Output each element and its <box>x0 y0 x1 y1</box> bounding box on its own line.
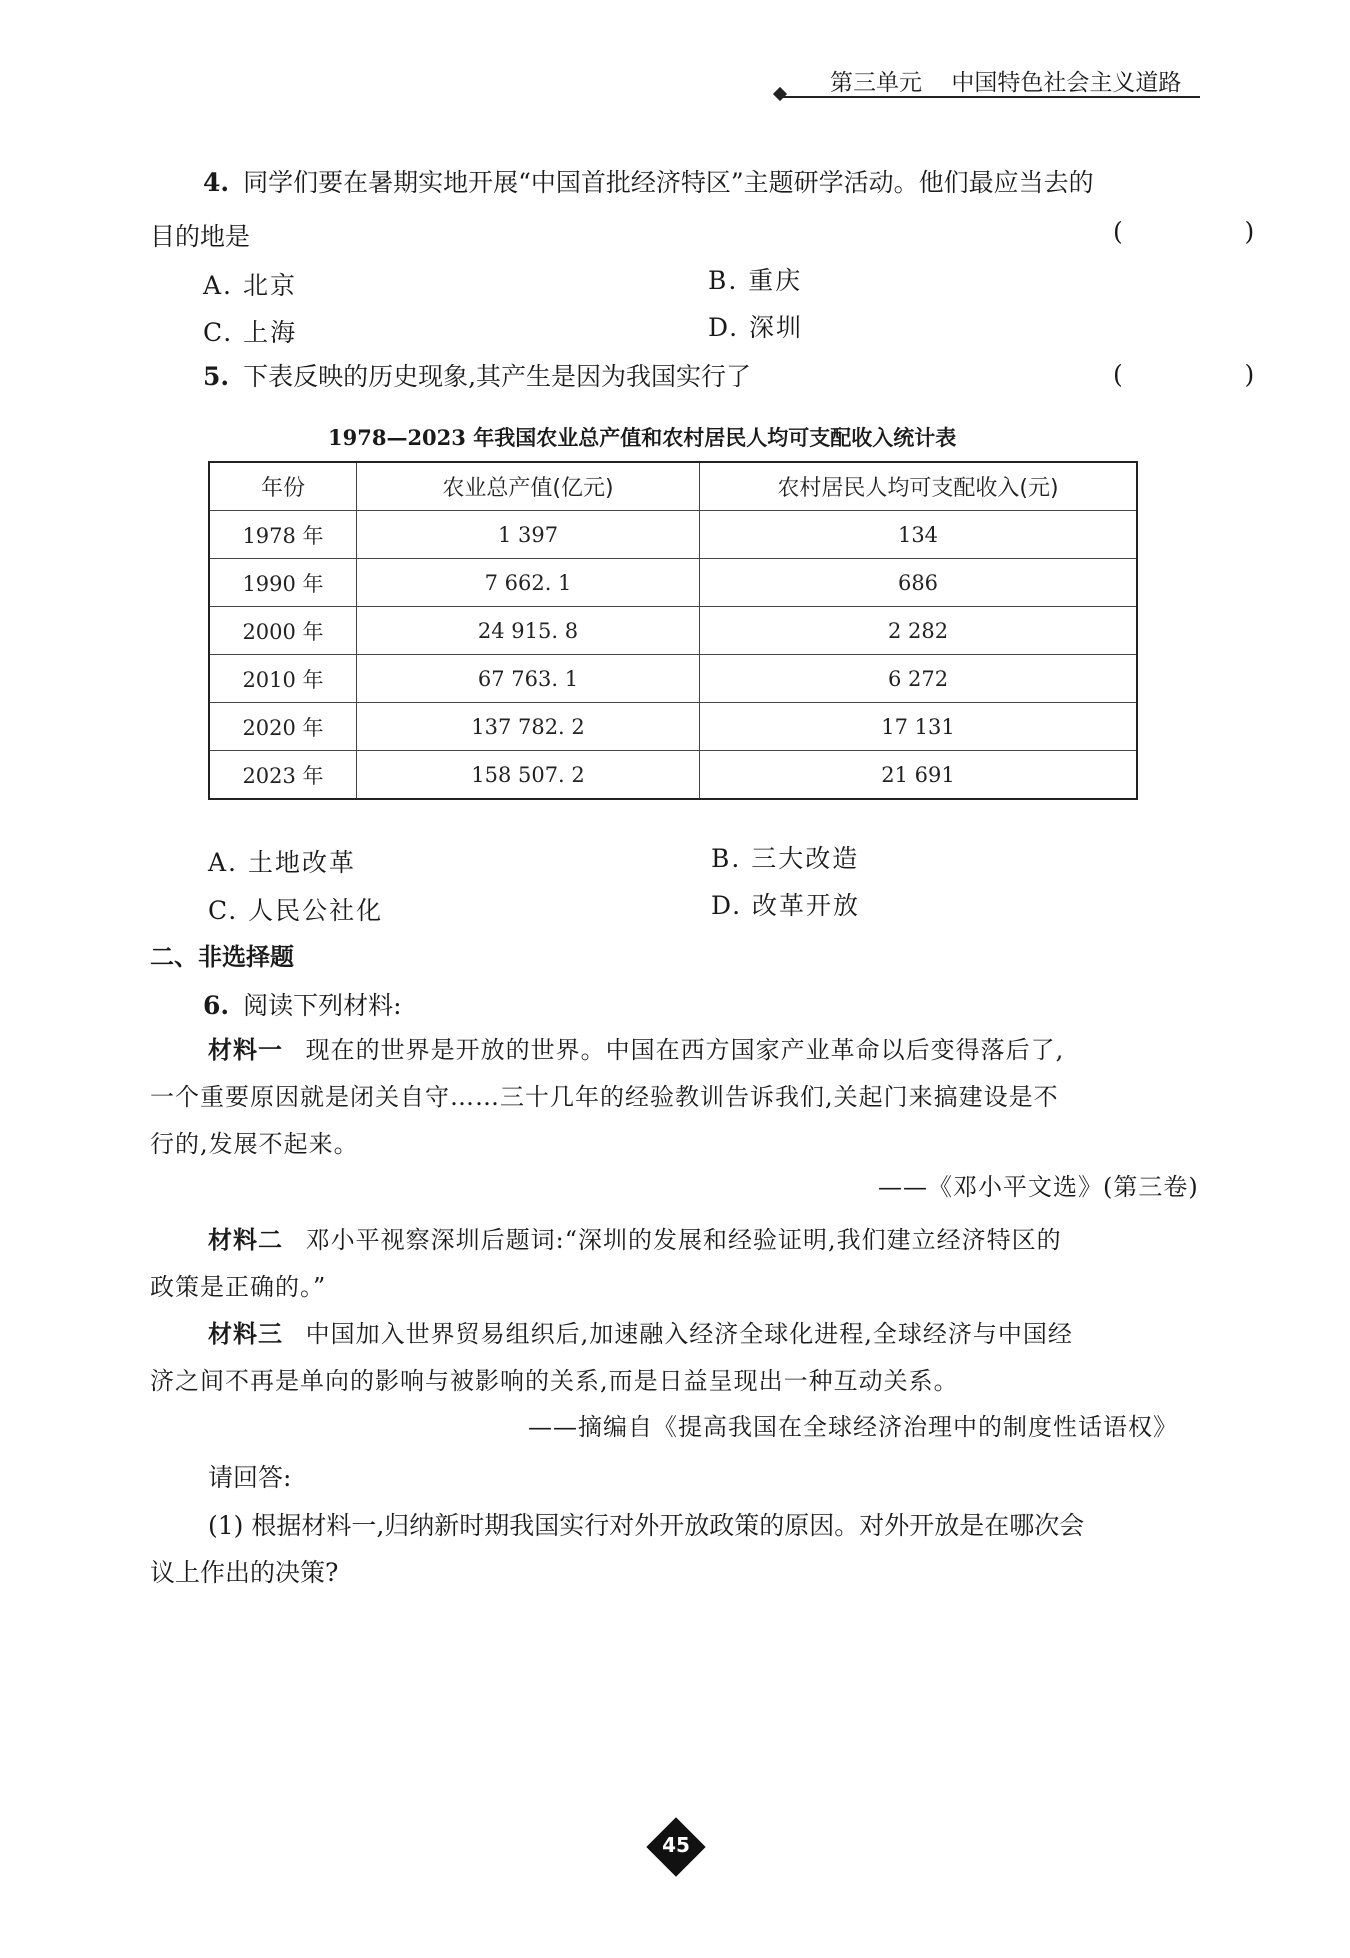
q6-intro: 阅读下列材料: <box>243 991 402 1020</box>
q5-stem: 下表反映的历史现象,其产生是因为我国实行了 <box>243 362 752 391</box>
table-row <box>209 751 1137 800</box>
table-cell-year: 1978 年 <box>209 511 357 559</box>
material1-label: 材料一 <box>208 1036 283 1064</box>
material3-text2: 济之间不再是单向的影响与被影响的关系,而是日益呈现出一种互动关系。 <box>150 1367 959 1395</box>
table-header-agri-output: 农业总产值(亿元) <box>357 462 700 511</box>
table-row <box>209 559 1137 607</box>
q4-option-d: D. 深圳 <box>708 313 804 342</box>
header-divider <box>780 96 1200 98</box>
table-header-year: 年份 <box>209 462 357 511</box>
table-row <box>209 703 1137 751</box>
q5-answer-paren: ( ) <box>1113 360 1273 389</box>
q4-option-c: C. 上海 <box>203 318 298 347</box>
material1-text2: 一个重要原因就是闭关自守……三十几年的经验教训告诉我们,关起门来搞建设是不 <box>150 1083 1059 1111</box>
material1-text3: 行的,发展不起来。 <box>150 1130 359 1158</box>
q5-option-a: A. 土地改革 <box>208 848 356 877</box>
statistics-table <box>208 461 1138 800</box>
table-row <box>209 655 1137 703</box>
q5-option-c: C. 人民公社化 <box>208 896 384 925</box>
material3-label: 材料三 <box>208 1320 283 1348</box>
table-cell-agri-output: 1 397 <box>357 511 700 559</box>
table-cell-rural-income: 21 691 <box>700 751 1138 800</box>
q4-number: 4. <box>203 168 230 197</box>
header-unit: 第三单元 <box>830 70 922 96</box>
q5-option-b: B. 三大改造 <box>711 844 860 873</box>
q6-sub1-line2: 议上作出的决策? <box>150 1558 339 1587</box>
header-diamond-icon <box>773 87 787 101</box>
material1-source: ——《邓小平文选》(第三卷) <box>878 1173 1199 1201</box>
table-cell-rural-income: 17 131 <box>700 703 1138 751</box>
table-header-rural-income: 农村居民人均可支配收入(元) <box>700 462 1138 511</box>
material2-text1: 邓小平视察深圳后题词:“深圳的发展和经验证明,我们建立经济特区的 <box>305 1226 1062 1254</box>
table-row <box>209 511 1137 559</box>
material1-line1 <box>208 1038 1064 1062</box>
material2-line1 <box>208 1228 1062 1252</box>
table-cell-rural-income: 6 272 <box>700 655 1138 703</box>
q6-ask: 请回答: <box>208 1463 292 1492</box>
q5-number: 5. <box>203 362 230 391</box>
q4-line1 <box>203 170 1094 195</box>
table-cell-agri-output: 158 507. 2 <box>357 751 700 800</box>
table-cell-year: 1990 年 <box>209 559 357 607</box>
header <box>830 64 1181 97</box>
table-cell-rural-income: 134 <box>700 511 1138 559</box>
table-cell-rural-income: 686 <box>700 559 1138 607</box>
table-cell-agri-output: 67 763. 1 <box>357 655 700 703</box>
table-cell-agri-output: 7 662. 1 <box>357 559 700 607</box>
table-cell-year: 2010 年 <box>209 655 357 703</box>
material3-source: ——摘编自《提高我国在全球经济治理中的制度性话语权》 <box>528 1413 1178 1441</box>
page-number: 45 <box>662 1833 690 1857</box>
q4-stem-line2: 目的地是 <box>150 222 251 251</box>
table-cell-agri-output: 137 782. 2 <box>357 703 700 751</box>
q4-option-a: A. 北京 <box>203 271 297 300</box>
q6-line <box>203 993 402 1018</box>
q4-answer-paren: ( ) <box>1113 217 1273 246</box>
q5-option-d: D. 改革开放 <box>711 891 861 920</box>
material3-line1 <box>208 1322 1073 1346</box>
material2-text2: 政策是正确的。” <box>150 1273 327 1301</box>
table-row <box>209 607 1137 655</box>
q4-stem-line1: 同学们要在暑期实地开展“中国首批经济特区”主题研学活动。他们最应当去的 <box>243 168 1094 197</box>
table-cell-rural-income: 2 282 <box>700 607 1138 655</box>
table-cell-agri-output: 24 915. 8 <box>357 607 700 655</box>
table-title: 1978—2023 年我国农业总产值和农村居民人均可支配收入统计表 <box>328 425 957 450</box>
q6-sub1-line1: (1) 根据材料一,归纳新时期我国实行对外开放政策的原因。对外开放是在哪次会 <box>208 1511 1085 1540</box>
table-cell-year: 2023 年 <box>209 751 357 800</box>
material1-text1: 现在的世界是开放的世界。中国在西方国家产业革命以后变得落后了, <box>305 1036 1065 1064</box>
q6-number: 6. <box>203 991 230 1020</box>
material3-text1: 中国加入世界贸易组织后,加速融入经济全球化进程,全球经济与中国经 <box>305 1320 1073 1348</box>
table-cell-year: 2020 年 <box>209 703 357 751</box>
section-title: 二、非选择题 <box>150 943 294 971</box>
table-header-row <box>209 462 1137 511</box>
material2-label: 材料二 <box>208 1226 283 1254</box>
header-title: 中国特色社会主义道路 <box>951 70 1182 96</box>
q4-option-b: B. 重庆 <box>708 266 803 295</box>
q5-line <box>203 364 751 389</box>
table-cell-year: 2000 年 <box>209 607 357 655</box>
